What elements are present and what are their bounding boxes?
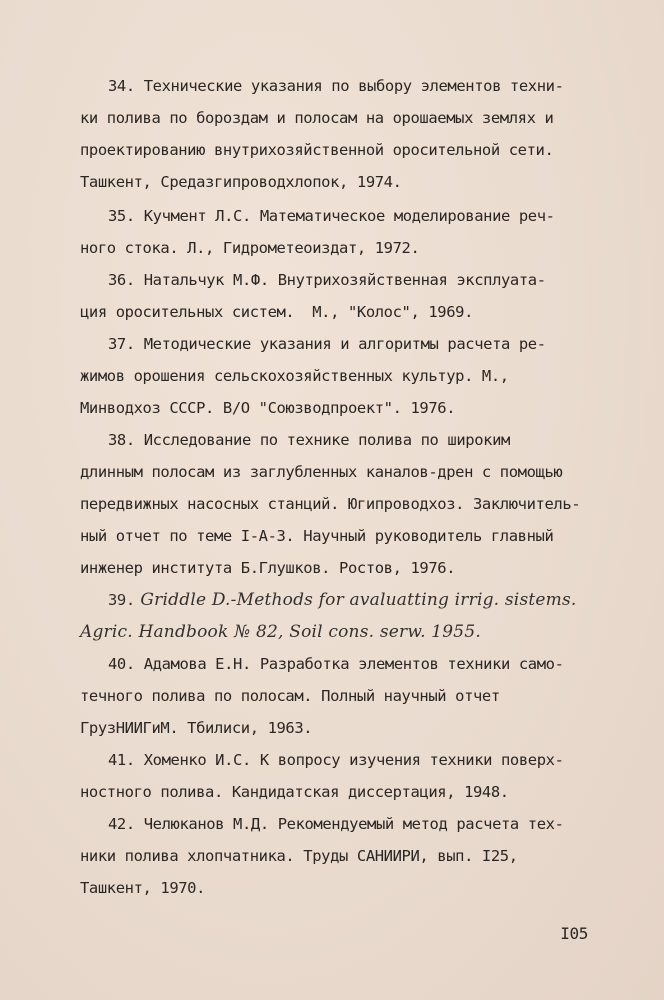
reference-item-42 xyxy=(80,808,620,904)
reference-item-37 xyxy=(80,328,620,424)
reference-number: 39. xyxy=(108,591,135,609)
reference-line: 37. Методические указания и алгоритмы расчета ре- xyxy=(108,335,546,353)
page-number: I05 xyxy=(560,924,588,943)
reference-item-41 xyxy=(80,744,620,808)
reference-line: инженер института Б.Глушков. Ростов, 1976. xyxy=(80,559,456,577)
reference-line: 35. Кучмент Л.С. Математическое моделирование реч- xyxy=(108,207,555,225)
reference-item-38 xyxy=(80,424,620,584)
reference-line: ники полива хлопчатника. Труды САНИИРИ, вып. I25, xyxy=(80,847,518,865)
reference-line: длинным полосам из заглубленных каналов-дрен с помощью xyxy=(80,463,563,481)
reference-line: проектированию внутрихозяйственной оросительной сети. xyxy=(80,141,554,159)
reference-item-36 xyxy=(80,264,620,328)
reference-line: 40. Адамова Е.Н. Разработка элементов техники само- xyxy=(108,655,564,673)
handwritten-text: Griddle D.-Methods for avaluatting irrig. sistems. xyxy=(140,590,577,610)
handwritten-reference-line: Agric. Handbook № 82, Soil cons. serw. 1955. xyxy=(80,622,481,642)
reference-line: Ташкент, Средазгипроводхлопок, 1974. xyxy=(80,173,402,191)
handwritten-reference-line xyxy=(80,584,620,616)
reference-item-35 xyxy=(80,200,620,264)
reference-item-39-handwritten xyxy=(80,584,620,648)
reference-line: ностного полива. Кандидатская диссертация, 1948. xyxy=(80,783,509,801)
reference-line: Минводхоз СССР. В/О "Союзводпроект". 1976. xyxy=(80,399,456,417)
reference-line: течного полива по полосам. Полный научный отчет xyxy=(80,687,500,705)
reference-item-34 xyxy=(80,70,620,198)
reference-line: 38. Исследование по технике полива по широким xyxy=(108,431,510,449)
reference-line: передвижных насосных станций. Югипроводхоз. Заключитель- xyxy=(80,495,581,513)
reference-line: 34. Технические указания по выбору элементов техни- xyxy=(108,77,564,95)
reference-line: ный отчет по теме I-А-3. Научный руководитель главный xyxy=(80,527,554,545)
reference-line: 36. Натальчук М.Ф. Внутрихозяйственная эксплуата- xyxy=(108,271,546,289)
reference-line: ГрузНИИГиМ. Тбилиси, 1963. xyxy=(80,719,313,737)
reference-line: ция оросительных систем. М., "Колос", 1969. xyxy=(80,303,473,321)
reference-line: ки полива по бороздам и полосам на орошаемых землях и xyxy=(80,109,554,127)
reference-line: ного стока. Л., Гидрометеоиздат, 1972. xyxy=(80,239,420,257)
reference-line: 41. Хоменко И.С. К вопросу изучения техники поверх- xyxy=(108,751,564,769)
reference-line: жимов орошения сельскохозяйственных культур. М., xyxy=(80,367,509,385)
reference-line: Ташкент, 1970. xyxy=(80,879,206,897)
reference-line: 42. Челюканов М.Д. Рекомендуемый метод расчета тех- xyxy=(108,815,564,833)
reference-item-40 xyxy=(80,648,620,744)
